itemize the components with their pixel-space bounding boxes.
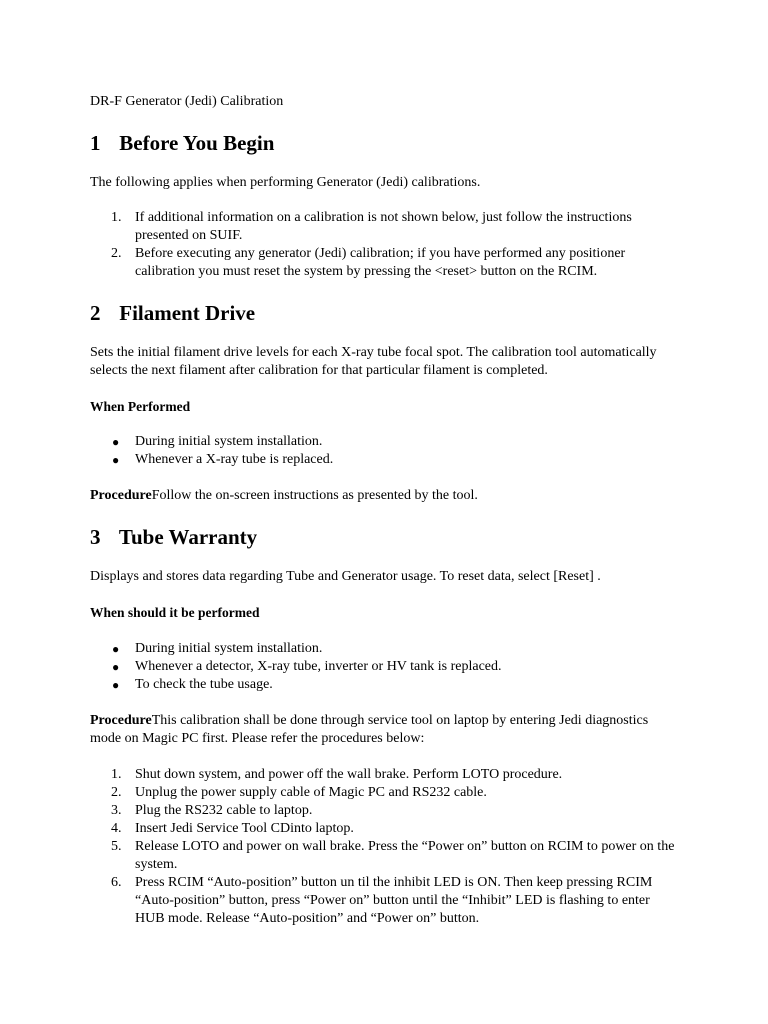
list-item-text: Plug the RS232 cable to laptop. [135, 803, 313, 818]
list-item [90, 784, 680, 802]
list-marker: 2. [111, 785, 122, 800]
section-intro: Displays and stores data regarding Tube and Generator usage. To reset data, select [Reset] . [90, 569, 601, 584]
section-intro: The following applies when performing Generator (Jedi) calibrations. [90, 175, 481, 190]
list-marker: 1. [111, 210, 122, 225]
bullet-list [90, 433, 680, 469]
section-number: 3 [90, 525, 101, 549]
section-heading-before-you-begin [90, 130, 274, 156]
list-item-text: Release LOTO and power on wall brake. Press the “Power on” button on RCIM to power on the system. [135, 839, 675, 872]
list-item-text: Before executing any generator (Jedi) calibration; if you have performed any positioner calibration you must reset the system by pressing the <reset> button on the RCIM. [135, 246, 626, 279]
list-item [90, 676, 680, 694]
section-intro: Sets the initial filament drive levels for each X-ray tube focal spot. The calibration tool automatically selects the next filament after calibration for that particular filament is completed. [90, 345, 657, 378]
procedure-text: Follow the on-screen instructions as presented by the tool. [151, 488, 478, 503]
bullet-marker: ● [112, 678, 120, 692]
procedure-paragraph [90, 487, 680, 505]
bullet-marker: ● [112, 660, 120, 674]
list-marker: 1. [111, 767, 122, 782]
section-heading-tube-warranty [90, 524, 257, 550]
list-item [90, 451, 680, 469]
numbered-list [90, 209, 680, 281]
bullet-marker: ● [112, 453, 120, 467]
list-marker: 4. [111, 821, 122, 836]
list-marker: 5. [111, 839, 122, 854]
section-title: Filament Drive [119, 301, 256, 325]
section-title: Before You Begin [119, 131, 275, 155]
list-item [90, 245, 680, 281]
list-item [90, 766, 680, 784]
list-item [90, 640, 680, 658]
list-item [90, 820, 680, 838]
section-number: 2 [90, 301, 101, 325]
subheading-when-performed: When Performed [90, 399, 191, 414]
procedure-label: Procedure [90, 488, 152, 503]
bullet-marker: ● [112, 642, 120, 656]
procedure-paragraph [90, 712, 680, 748]
numbered-list [90, 766, 680, 928]
list-item-text: Shut down system, and power off the wall brake. Perform LOTO procedure. [135, 767, 563, 782]
list-item [90, 433, 680, 451]
section-title: Tube Warranty [118, 525, 258, 549]
procedure-text: This calibration shall be done through service tool on laptop by entering Jedi diagnostics mode on Magic PC first. Please refer the procedures below: [90, 713, 649, 746]
list-item-text: Whenever a detector, X-ray tube, inverter or HV tank is replaced. [135, 659, 502, 674]
subheading-when-should-it-be-performed: When should it be performed [90, 605, 260, 620]
list-item-text: Insert Jedi Service Tool CDinto laptop. [135, 821, 354, 836]
section-number: 1 [90, 131, 101, 155]
list-item-text: To check the tube usage. [135, 677, 273, 692]
bullet-list [90, 640, 680, 694]
bullet-marker: ● [112, 435, 120, 449]
list-item [90, 838, 680, 874]
procedure-label: Procedure [90, 713, 152, 728]
list-marker: 6. [111, 875, 122, 890]
list-item-text: During initial system installation. [135, 641, 323, 656]
document-title: DR-F Generator (Jedi) Calibration [90, 94, 284, 109]
list-item [90, 209, 680, 245]
list-item-text: If additional information on a calibration is not shown below, just follow the instructions presented on SUIF. [135, 210, 632, 243]
list-item [90, 658, 680, 676]
list-item-text: Unplug the power supply cable of Magic PC and RS232 cable. [135, 785, 487, 800]
list-item-text: During initial system installation. [135, 434, 323, 449]
list-item [90, 874, 680, 928]
section-heading-filament-drive [90, 300, 255, 326]
list-item [90, 802, 680, 820]
list-marker: 3. [111, 803, 122, 818]
list-item-text: Whenever a X-ray tube is replaced. [135, 452, 334, 467]
list-marker: 2. [111, 246, 122, 261]
list-item-text: Press RCIM “Auto-position” button un til the inhibit LED is ON. Then keep pressing RCIM “Auto-position” button, press “Power on” button until the “Inhibit” LED is flashing to enter HUB mode. Release “Auto-position” and “Power on” button. [135, 875, 653, 926]
